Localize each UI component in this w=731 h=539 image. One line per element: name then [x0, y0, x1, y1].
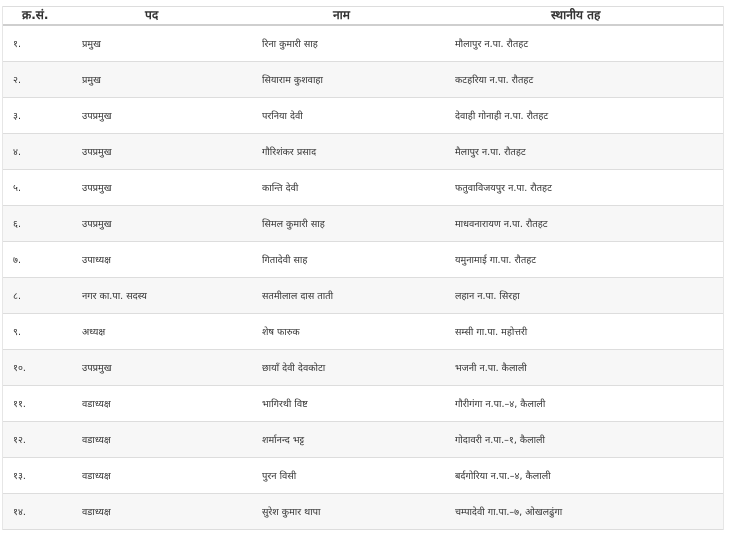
cell-position: वडाध्यक्ष [71, 386, 251, 422]
cell-name: कान्ति देवी [251, 170, 444, 206]
cell-serial-number: ५. [3, 170, 71, 206]
cell-name: सिमल कुमारी साह [251, 206, 444, 242]
cell-local-level: यमुनामाई गा.पा. रौतहट [444, 242, 723, 278]
cell-serial-number: ७. [3, 242, 71, 278]
table-row [3, 386, 723, 422]
cell-position: नगर का.पा. सदस्य [71, 278, 251, 314]
table-row [3, 242, 723, 278]
cell-name: सियाराम कुशवाहा [251, 62, 444, 98]
cell-local-level: मैलापुर न.पा. रौतहट [444, 134, 723, 170]
cell-local-level: मौलापुर न.पा. रौतहट [444, 25, 723, 62]
cell-name: शर्मानन्द भट्ट [251, 422, 444, 458]
cell-position: वडाध्यक्ष [71, 494, 251, 530]
cell-local-level: फतुवाविजयपुर न.पा. रौतहट [444, 170, 723, 206]
header-position: पद [71, 7, 251, 26]
table-row [3, 62, 723, 98]
table-row [3, 206, 723, 242]
cell-name: गितादेवी साह [251, 242, 444, 278]
cell-name: सतमीलाल दास ताती [251, 278, 444, 314]
officials-table [3, 6, 723, 530]
cell-position: उपाध्यक्ष [71, 242, 251, 278]
table-row [3, 134, 723, 170]
cell-position: उपप्रमुख [71, 170, 251, 206]
cell-serial-number: १. [3, 25, 71, 62]
cell-local-level: कटहरिया न.पा. रौतहट [444, 62, 723, 98]
table-row [3, 422, 723, 458]
cell-position: उपप्रमुख [71, 206, 251, 242]
cell-position: उपप्रमुख [71, 98, 251, 134]
cell-serial-number: १४. [3, 494, 71, 530]
cell-serial-number: ६. [3, 206, 71, 242]
table-row [3, 25, 723, 62]
cell-serial-number: १३. [3, 458, 71, 494]
cell-name: भागिरथी विष्ट [251, 386, 444, 422]
cell-local-level: गोदावरी न.पा.–१, कैलाली [444, 422, 723, 458]
cell-position: वडाध्यक्ष [71, 458, 251, 494]
cell-serial-number: १२. [3, 422, 71, 458]
cell-position: उपप्रमुख [71, 350, 251, 386]
cell-local-level: माधवनारायण न.पा. रौतहट [444, 206, 723, 242]
cell-position: उपप्रमुख [71, 134, 251, 170]
cell-local-level: चम्पादेवी गा.पा.–७, ओखलढुंगा [444, 494, 723, 530]
cell-local-level: बर्दगोरिया न.पा.–४, कैलाली [444, 458, 723, 494]
table-row [3, 494, 723, 530]
table-row [3, 350, 723, 386]
cell-name: गौरिशंकर प्रसाद [251, 134, 444, 170]
cell-local-level: भजनी न.पा. कैलाली [444, 350, 723, 386]
officials-table-container [2, 6, 724, 530]
cell-serial-number: ४. [3, 134, 71, 170]
cell-position: प्रमुख [71, 25, 251, 62]
table-row [3, 314, 723, 350]
cell-serial-number: ८. [3, 278, 71, 314]
cell-local-level: सम्सी गा.पा. महोत्तरी [444, 314, 723, 350]
table-row [3, 170, 723, 206]
table-body [3, 25, 723, 530]
cell-local-level: गौरीगंगा न.पा.–४, कैलाली [444, 386, 723, 422]
cell-serial-number: ९. [3, 314, 71, 350]
cell-local-level: देवाही गोनाही न.पा. रौतहट [444, 98, 723, 134]
cell-name: परनिया देवी [251, 98, 444, 134]
cell-name: पुरन विसी [251, 458, 444, 494]
cell-name: शेष फारुक [251, 314, 444, 350]
cell-position: प्रमुख [71, 62, 251, 98]
table-header-row [3, 7, 723, 26]
header-serial-number: क्र.सं. [3, 7, 71, 26]
header-local-level: स्थानीय तह [444, 7, 723, 26]
cell-position: वडाध्यक्ष [71, 422, 251, 458]
cell-name: रिना कुमारी साह [251, 25, 444, 62]
cell-name: सुरेश कुमार थापा [251, 494, 444, 530]
table-row [3, 278, 723, 314]
table-row [3, 98, 723, 134]
cell-position: अध्यक्ष [71, 314, 251, 350]
header-name: नाम [251, 7, 444, 26]
cell-local-level: लहान न.पा. सिरहा [444, 278, 723, 314]
cell-name: छायाँ देवी देवकोटा [251, 350, 444, 386]
cell-serial-number: २. [3, 62, 71, 98]
table-row [3, 458, 723, 494]
cell-serial-number: ११. [3, 386, 71, 422]
cell-serial-number: १०. [3, 350, 71, 386]
cell-serial-number: ३. [3, 98, 71, 134]
